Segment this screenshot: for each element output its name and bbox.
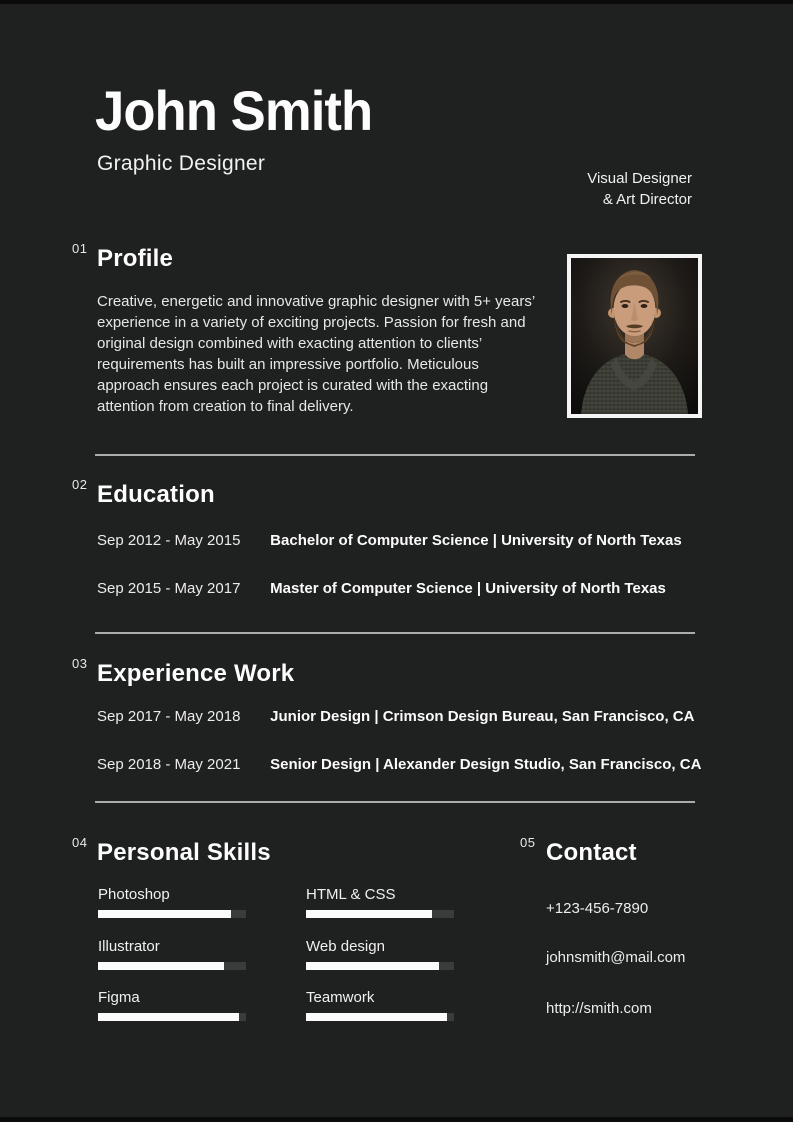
portrait-photo-illustration	[571, 258, 698, 414]
skill-item	[306, 989, 454, 1021]
role-tagline	[587, 168, 692, 210]
section-divider	[95, 801, 695, 803]
person-title: Graphic Designer	[97, 152, 266, 175]
skill-bar-fill	[306, 962, 439, 970]
skill-bar-fill	[98, 910, 231, 918]
education-row	[97, 580, 697, 597]
contact-phone: +123-456-7890	[546, 900, 649, 917]
portrait-photo	[567, 254, 702, 418]
role-tagline-line1: Visual Designer	[587, 170, 692, 187]
education-detail: Master of Computer Science | University of North Texas	[270, 580, 666, 597]
education-detail: Bachelor of Computer Science | University of North Texas	[270, 532, 682, 549]
education-dates: Sep 2012 - May 2015	[97, 532, 241, 549]
page-edge-bottom	[0, 1117, 793, 1122]
skill-bar-track	[98, 962, 246, 970]
skill-item	[98, 989, 246, 1021]
skill-item	[306, 886, 454, 918]
experience-dates: Sep 2017 - May 2018	[97, 708, 241, 725]
contact-email: johnsmith@mail.com	[546, 949, 686, 966]
section-divider	[95, 632, 695, 634]
skill-label: Teamwork	[306, 989, 375, 1006]
skill-bar-track	[306, 910, 454, 918]
section-divider	[95, 454, 695, 456]
person-name: John Smith	[95, 79, 373, 142]
experience-detail: Senior Design | Alexander Design Studio, San Francisco, CA	[270, 756, 702, 773]
skill-label: HTML & CSS	[306, 886, 396, 903]
section-number-experience: 03	[72, 656, 88, 671]
education-dates: Sep 2015 - May 2017	[97, 580, 241, 597]
section-number-skills: 04	[72, 835, 88, 850]
skill-bar-fill	[98, 1013, 239, 1021]
education-row	[97, 532, 697, 549]
experience-detail: Junior Design | Crimson Design Bureau, San Francisco, CA	[270, 708, 695, 725]
skill-bar-track	[98, 1013, 246, 1021]
section-number-contact: 05	[520, 835, 536, 850]
skill-label: Illustrator	[98, 938, 160, 955]
section-heading-profile: Profile	[97, 245, 174, 272]
skill-bar-fill	[306, 1013, 447, 1021]
profile-summary: Creative, energetic and innovative graphic designer with 5+ years’ experience in a variety of exciting projects. Passion for fresh and original design combined with exacting attention to clients’ requirements has built an impressive portfolio. Meticulous approach ensures each project is curated with the exacting attention from creation to final delivery.	[97, 293, 535, 415]
skill-bar-track	[306, 1013, 454, 1021]
skill-label: Figma	[98, 989, 140, 1006]
skill-label: Photoshop	[98, 886, 170, 903]
skill-item	[306, 938, 454, 970]
page-edge-top	[0, 0, 793, 4]
section-heading-skills: Personal Skills	[97, 839, 271, 866]
section-number-profile: 01	[72, 241, 88, 256]
skill-bar-fill	[98, 962, 224, 970]
skill-bar-fill	[306, 910, 432, 918]
section-heading-education: Education	[97, 481, 215, 508]
skill-bar-track	[306, 962, 454, 970]
section-heading-experience: Experience Work	[97, 660, 295, 687]
skill-item	[98, 886, 246, 918]
experience-row	[97, 708, 697, 725]
skill-bar-track	[98, 910, 246, 918]
experience-dates: Sep 2018 - May 2021	[97, 756, 241, 773]
skill-label: Web design	[306, 938, 385, 955]
contact-website: http://smith.com	[546, 1000, 652, 1017]
skill-item	[98, 938, 246, 970]
section-heading-contact: Contact	[546, 839, 637, 866]
section-number-education: 02	[72, 477, 88, 492]
experience-row	[97, 756, 702, 773]
role-tagline-line2: & Art Director	[602, 191, 692, 208]
